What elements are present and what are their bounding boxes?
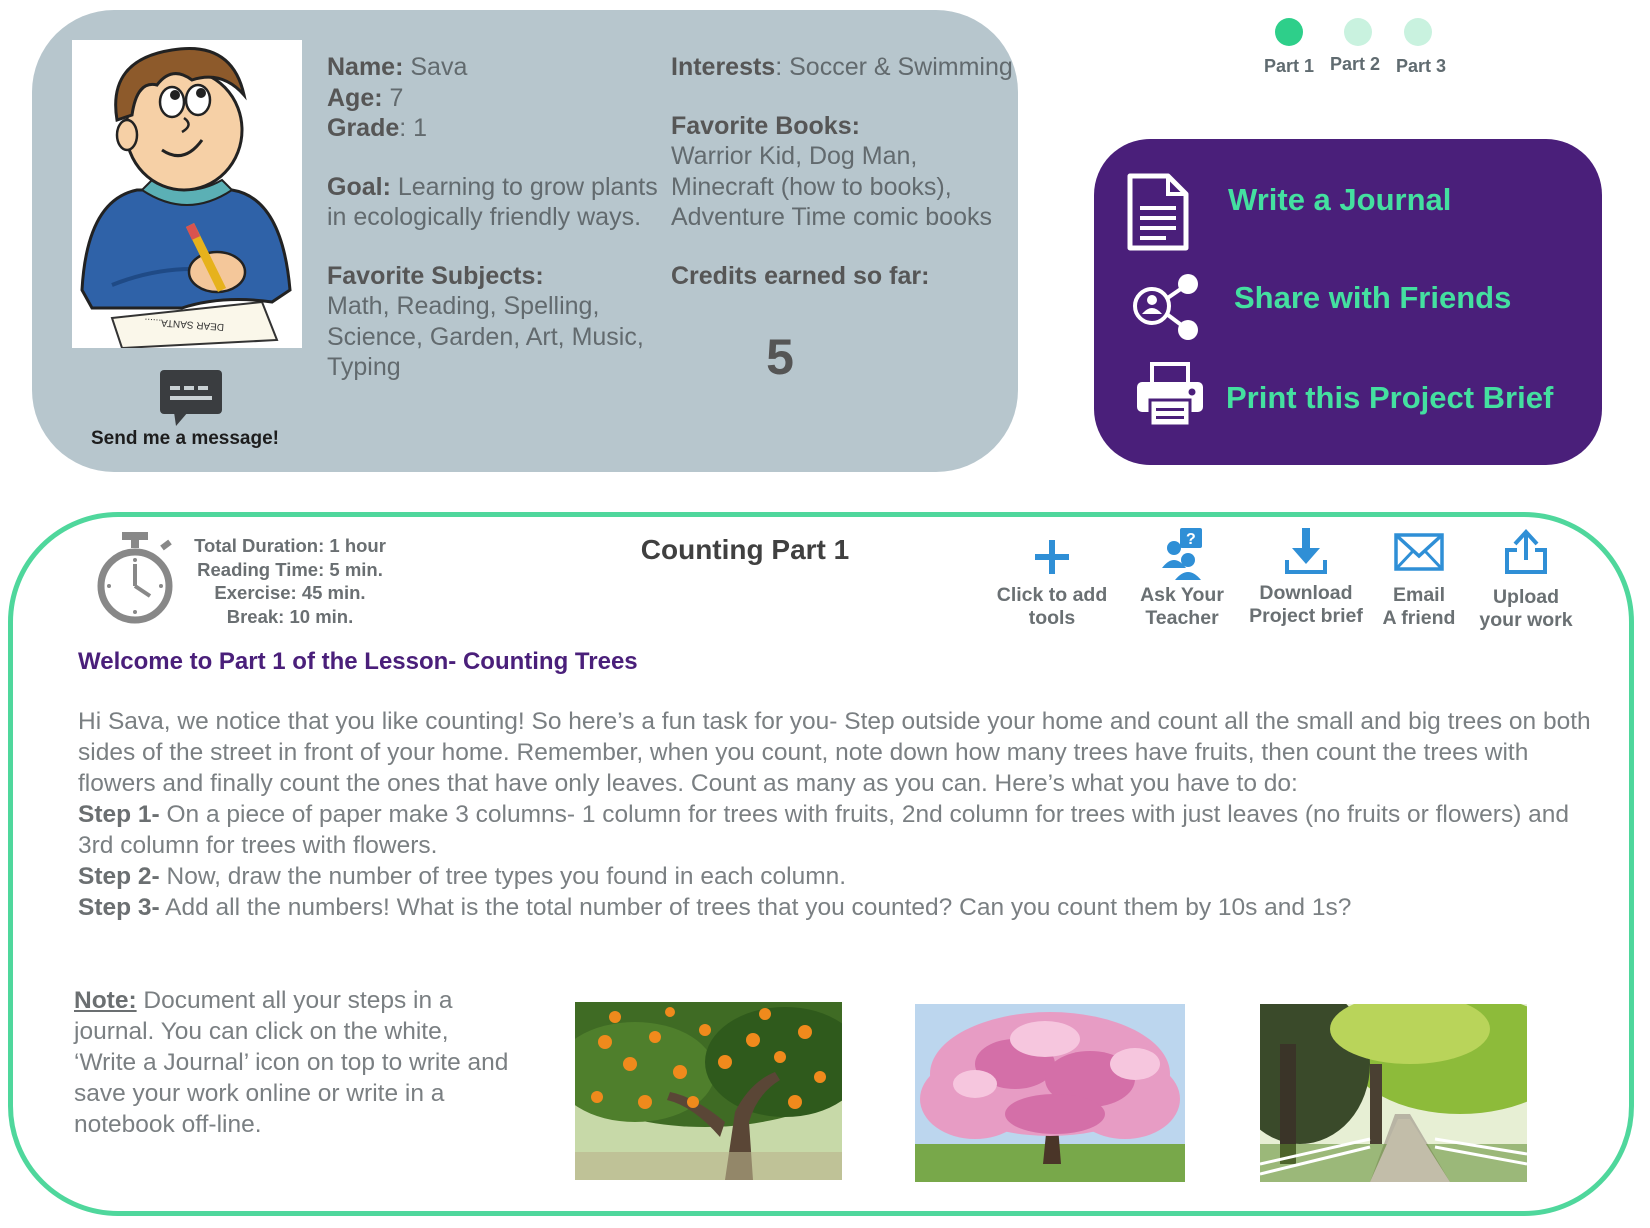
oak-alley-photo	[1260, 1004, 1527, 1182]
step-3: Step 3- Add all the numbers! What is the total number of trees that you counted? Can you count them by 10s and 1s?	[78, 894, 1352, 921]
exercise-time: Exercise: 45 min.	[214, 582, 366, 603]
lesson-durations	[180, 534, 400, 628]
teacher-question-icon	[1158, 526, 1206, 580]
printer-icon[interactable]	[1134, 362, 1206, 428]
note-label: Note:	[74, 987, 137, 1014]
email-friend-button[interactable]: Email A friend	[1374, 532, 1464, 630]
interests-block: Interests: Soccer & Swimming	[671, 53, 1013, 81]
profile-left-column	[327, 52, 667, 383]
plus-icon	[1032, 536, 1072, 578]
ask-teacher-button[interactable]: ? Ask Your Teacher	[1130, 526, 1234, 630]
part-2-label[interactable]: Part 2	[1329, 54, 1381, 74]
add-tools-button[interactable]: Click to add tools	[990, 536, 1114, 630]
download-icon	[1284, 526, 1328, 576]
lesson-intro: Hi Sava, we notice that you like counting! So here’s a fun task for you- Step outside your home and count all the small and big trees on both sides of the street in front of your home. Remember, when you count, note down how many trees have fruits, then count the trees with flowers and finally count the ones that have only leaves. Count as many as you can. Here’s what you have to do:	[78, 708, 1591, 797]
goal-block: Goal: Learning to grow plants in ecologically friendly ways.	[327, 172, 658, 231]
credits-value: 5	[766, 329, 794, 385]
lesson-note	[74, 985, 514, 1140]
part-1-dot[interactable]	[1275, 18, 1303, 46]
credits-label: Credits earned so far:	[671, 261, 930, 290]
share-icon[interactable]	[1132, 272, 1196, 342]
part-3-label[interactable]: Part 3	[1395, 56, 1447, 76]
favorite-subjects: Math, Reading, Spelling, Science, Garden, Art, Music, Typing	[327, 292, 644, 381]
student-avatar	[72, 40, 302, 348]
student-goal: Learning to grow plants in ecologically friendly ways.	[327, 172, 658, 231]
part-2-dot[interactable]	[1344, 18, 1372, 46]
envelope-icon	[1393, 532, 1445, 572]
student-interests: Soccer & Swimming	[789, 53, 1013, 81]
student-name: Sava	[410, 53, 468, 81]
download-brief-button[interactable]: Download Project brief	[1244, 526, 1368, 628]
print-brief-button[interactable]: Print this Project Brief	[1226, 380, 1554, 415]
age-row: Age: 7	[327, 83, 404, 112]
grade-row: Grade: 1	[327, 114, 428, 142]
student-grade: 1	[413, 114, 428, 142]
lesson-welcome-heading: Welcome to Part 1 of the Lesson- Counting Trees	[78, 648, 638, 675]
svg-text:?: ?	[1186, 531, 1196, 548]
subjects-block: Favorite Subjects: Math, Reading, Spelling, Science, Garden, Art, Music, Typing	[327, 261, 644, 381]
paper-text: DEAR SANTA......	[143, 315, 225, 333]
profile-right-column	[671, 52, 1016, 291]
part-3-dot[interactable]	[1404, 18, 1432, 46]
document-icon[interactable]	[1126, 172, 1190, 252]
cherry-blossom-photo	[915, 1004, 1185, 1182]
step-1: Step 1- On a piece of paper make 3 columns- 1 column for trees with fruits, 2nd column for trees with just leaves (no fruits or flowers) and 3rd column for trees with flowers.	[78, 801, 1570, 859]
orange-tree-photo	[575, 1002, 842, 1180]
note-text: Document all your steps in a journal. You can click on the white, ‘Write a Journal’ icon on top to write and save your work online or write in a notebook off-line.	[74, 987, 509, 1138]
part-1-label[interactable]: Part 1	[1263, 56, 1315, 76]
lesson-title: Counting Part 1	[640, 534, 850, 565]
send-message-link[interactable]: Send me a message!	[91, 428, 279, 449]
name-row: Name: Sava	[327, 53, 468, 81]
favorite-books: Warrior Kid, Dog Man, Minecraft (how to books), Adventure Time comic books	[671, 142, 992, 231]
write-journal-button[interactable]: Write a Journal	[1228, 182, 1452, 217]
lesson-instructions	[78, 706, 1598, 923]
total-duration: Total Duration: 1 hour	[194, 535, 386, 556]
books-block: Favorite Books: Warrior Kid, Dog Man, Minecraft (how to books), Adventure Time comic books	[671, 111, 992, 231]
upload-work-button[interactable]: Upload your work	[1474, 528, 1578, 632]
student-age: 7	[389, 83, 404, 112]
break-time: Break: 10 min.	[226, 605, 354, 627]
reading-time: Reading Time: 5 min.	[197, 558, 383, 580]
message-bubble-icon[interactable]	[158, 368, 224, 428]
step-2: Step 2- Now, draw the number of tree types you found in each column.	[78, 863, 847, 890]
upload-icon	[1503, 528, 1549, 576]
stopwatch-icon	[92, 530, 178, 624]
share-friends-button[interactable]: Share with Friends	[1234, 280, 1512, 315]
